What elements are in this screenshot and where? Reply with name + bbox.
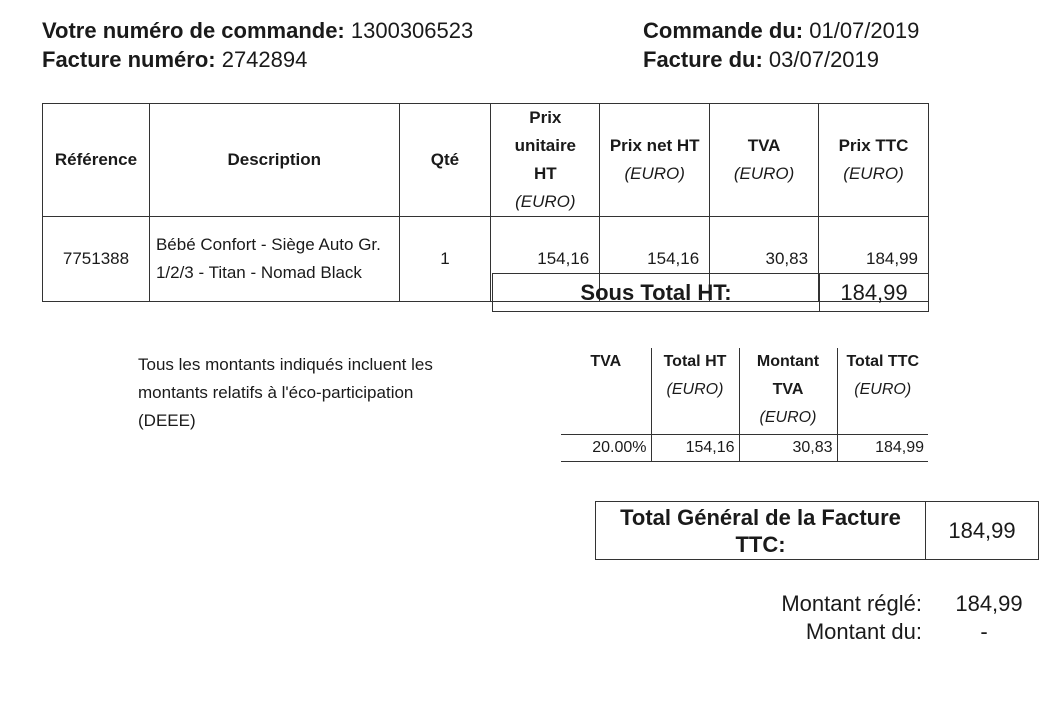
vat-cell-rate: 20.00% xyxy=(561,435,651,462)
col-price-ttc-unit: (EURO) xyxy=(843,164,904,183)
invoice-date xyxy=(643,45,879,74)
invoice-date-label: Facture du: xyxy=(643,47,763,72)
invoice-date-value: 03/07/2019 xyxy=(762,47,880,72)
col-qty: Qté xyxy=(399,104,491,217)
grand-total-box xyxy=(595,501,1039,560)
vat-col-total-ht-unit: (EURO) xyxy=(666,381,724,398)
col-vat-label: TVA xyxy=(747,136,781,155)
vat-col-amount-line2: TVA xyxy=(772,381,804,398)
vat-col-amount-line1: Montant xyxy=(756,353,820,370)
col-reference: Référence xyxy=(43,104,150,217)
order-date-value: 01/07/2019 xyxy=(803,18,920,43)
col-net-price-label: Prix net HT xyxy=(609,136,700,155)
col-unit-price-line2: HT xyxy=(533,164,557,183)
col-price-ttc-label: Prix TTC xyxy=(838,136,909,155)
col-unit-price-line1: Prix unitaire xyxy=(514,108,577,155)
vat-col-rate-label: TVA xyxy=(590,353,622,370)
col-vat xyxy=(710,104,819,217)
col-vat-unit: (EURO) xyxy=(733,164,795,183)
vat-summary-table xyxy=(561,348,928,462)
vat-cell-total-ht: 154,16 xyxy=(651,435,739,462)
col-unit-price-unit: (EURO) xyxy=(515,192,576,211)
due-value: - xyxy=(980,619,988,644)
vat-cell-total-ttc: 184,99 xyxy=(837,435,928,462)
cell-vat: 30,83 xyxy=(710,217,819,302)
subtotal-value: 184,99 xyxy=(820,274,929,312)
due-label: Montant du: xyxy=(805,619,922,644)
vat-col-total-ht xyxy=(651,348,739,435)
eco-participation-note: Tous les montants indiqués incluent les montants relatifs à l'éco-participation (DEEE) xyxy=(138,355,433,430)
vat-table-header xyxy=(561,348,928,435)
vat-col-amount xyxy=(739,348,837,435)
order-number-value: 1300306523 xyxy=(344,18,474,43)
col-net-price-unit: (EURO) xyxy=(624,164,685,183)
invoice-number-label: Facture numéro: xyxy=(42,47,216,72)
cell-unit-price: 154,16 xyxy=(491,217,600,302)
vat-col-rate xyxy=(561,348,651,435)
subtotal-box xyxy=(492,273,929,312)
cell-qty: 1 xyxy=(399,217,491,302)
cell-description: Bébé Confort - Siège Auto Gr. 1/2/3 - Titan - Nomad Black xyxy=(149,217,399,302)
paid-value: 184,99 xyxy=(955,591,1023,616)
col-price-ttc xyxy=(819,104,929,217)
vat-col-total-ht-label: Total HT xyxy=(663,353,727,370)
grand-total-value: 184,99 xyxy=(926,502,1039,560)
cell-net-price: 154,16 xyxy=(600,217,710,302)
vat-col-amount-unit: (EURO) xyxy=(759,409,817,426)
items-table-header xyxy=(43,104,929,217)
order-number xyxy=(42,16,473,45)
paid-label: Montant réglé: xyxy=(781,591,922,616)
vat-col-total-ttc-label: Total TTC xyxy=(846,353,920,370)
col-description: Description xyxy=(149,104,399,217)
cell-reference: 7751388 xyxy=(43,217,150,302)
vat-cell-amount: 30,83 xyxy=(739,435,837,462)
order-date-label: Commande du: xyxy=(643,18,804,43)
order-number-label: Votre numéro de commande: xyxy=(42,18,345,43)
grand-total-label: Total Général de la Facture TTC: xyxy=(596,502,926,560)
order-date xyxy=(643,16,919,45)
col-net-price xyxy=(600,104,710,217)
cell-price-ttc: 184,99 xyxy=(819,217,929,302)
table-row xyxy=(561,435,928,462)
vat-col-total-ttc xyxy=(837,348,928,435)
invoice-number xyxy=(42,45,307,74)
subtotal-label: Sous Total HT: xyxy=(493,274,820,312)
vat-col-total-ttc-unit: (EURO) xyxy=(854,381,912,398)
col-unit-price xyxy=(491,104,600,217)
invoice-number-value: 2742894 xyxy=(215,47,308,72)
